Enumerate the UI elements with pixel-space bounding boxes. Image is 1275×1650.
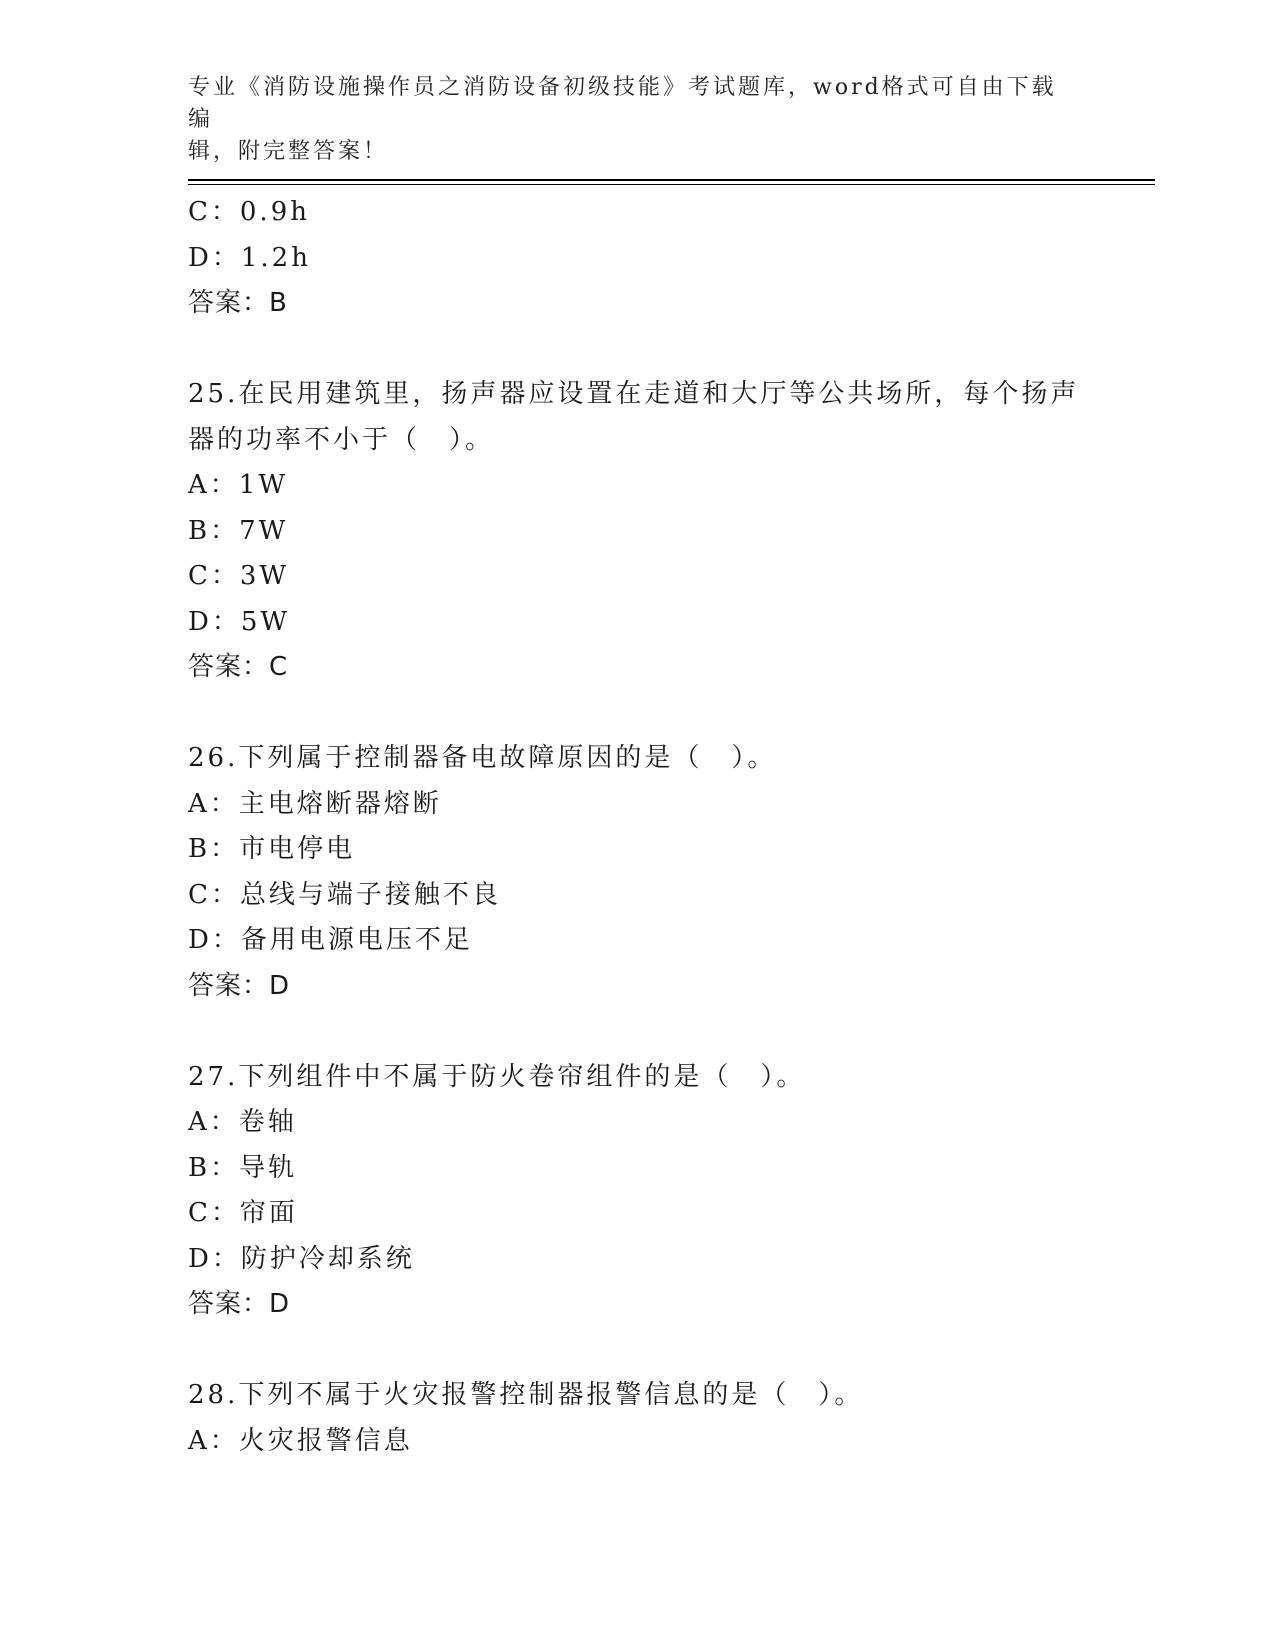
question-stem-line-2: 器的功率不小于（ ）。 — [188, 424, 495, 455]
header-rule-thick — [188, 179, 1155, 181]
option-a: A：主电熔断器熔断 — [188, 788, 442, 819]
option-b: B：导轨 — [188, 1152, 298, 1183]
answer-line: 答案：D — [188, 970, 291, 1001]
option-a: A：卷轴 — [188, 1107, 297, 1137]
spacer — [188, 691, 1088, 737]
option-a: A：1W — [188, 470, 289, 500]
option-c: C：帘面 — [188, 1198, 298, 1228]
spacer — [188, 1328, 1088, 1374]
question-27 — [188, 1055, 1088, 1328]
option-a: A：火灾报警信息 — [188, 1425, 413, 1456]
question-stem-line-1: 25.在民用建筑里，扬声器应设置在走道和大厅等公共场所，每个扬声 — [188, 379, 1080, 409]
option-d: D：1.2h — [188, 242, 311, 273]
option-c: C：总线与端子接触不良 — [188, 879, 501, 910]
option-c: C：0.9h — [188, 197, 310, 227]
answer-line: 答案：D — [188, 1289, 291, 1319]
option-d: D：防护冷却系统 — [188, 1243, 415, 1274]
document-header — [188, 72, 1068, 168]
question-stem-line-1: 28.下列不属于火灾报警控制器报警信息的是（ ）。 — [188, 1380, 864, 1410]
question-26 — [188, 736, 1088, 1009]
spacer — [188, 327, 1088, 373]
question-list — [188, 190, 1088, 1464]
option-b: B：市电停电 — [188, 834, 356, 864]
answer-line: 答案：C — [188, 652, 289, 682]
option-d: D：5W — [188, 606, 291, 637]
question-25 — [188, 372, 1088, 691]
header-line-2: 辑，附完整答案！ — [188, 139, 389, 164]
header-line-1: 专业《消防设施操作员之消防设备初级技能》考试题库，word格式可自由下载编 — [188, 75, 1057, 132]
option-b: B：7W — [188, 515, 289, 546]
question-stem-line-1: 27.下列组件中不属于防火卷帘组件的是（ ）。 — [188, 1061, 806, 1092]
answer-line: 答案：B — [188, 288, 288, 318]
prev-question-tail — [188, 190, 1088, 327]
question-28 — [188, 1373, 1088, 1464]
option-c: C：3W — [188, 561, 290, 591]
question-stem-line-1: 26.下列属于控制器备电故障原因的是（ ）。 — [188, 743, 777, 773]
header-rule-thin — [188, 184, 1155, 185]
option-d: D：备用电源电压不足 — [188, 925, 473, 955]
spacer — [188, 1009, 1088, 1055]
